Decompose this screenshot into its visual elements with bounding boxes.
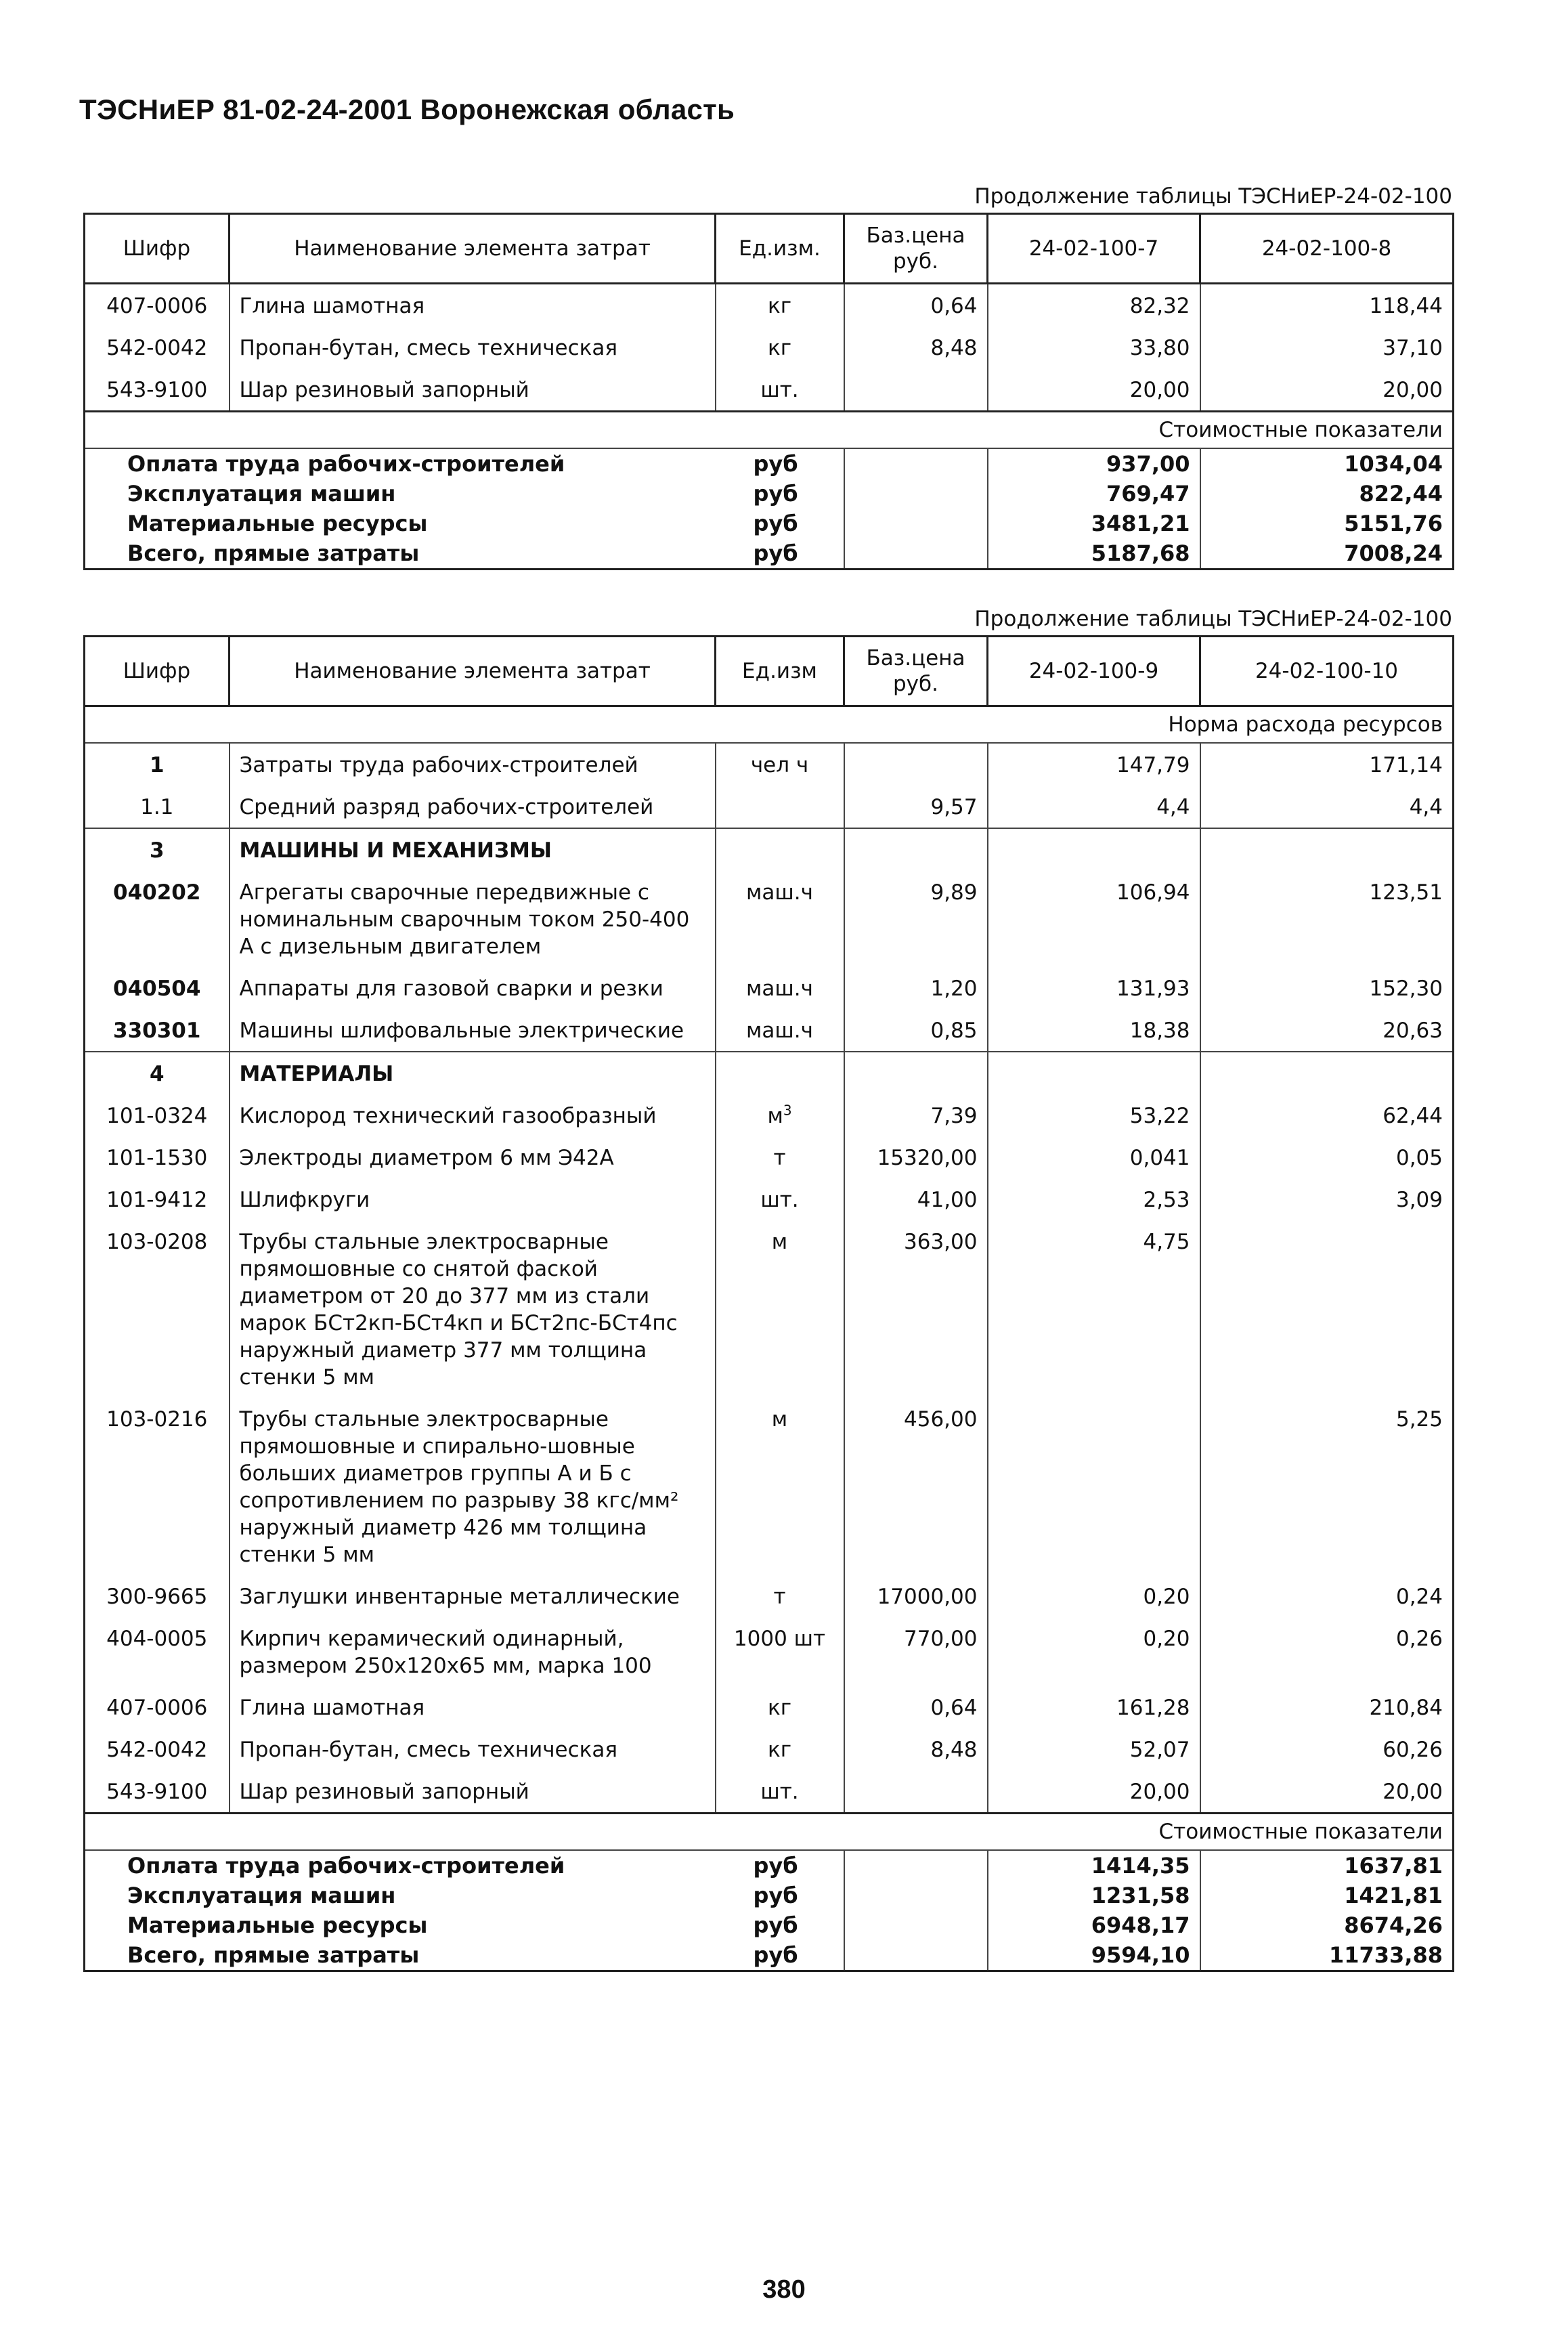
row-value-b: 62,44 [1382,1104,1443,1128]
row-unit-exponent: 3 [783,1102,792,1119]
row-price: 770,00 [844,1617,988,1686]
table-row [85,871,1454,967]
row-name: Затраты труда рабочих-строителей [230,743,716,786]
row-code: 101-0324 [85,1094,230,1136]
table-row [85,1094,1454,1136]
row-name: Машины шлифовальные электрические [230,1009,716,1052]
row-price: 8,48 [844,326,988,368]
row-value-b: 171,14 [1369,753,1443,777]
summary-value-b: 5151,76 [1344,511,1443,536]
row-value-a: 147,79 [988,743,1200,786]
summary-row [85,1881,1454,1910]
row-name: Трубы стальные электросварные прямошовные со снятой фаской диаметром от 20 до 377 мм из стали марок БСт2кп-БСт4кп и БСт2пс-БСт4пс наружный диаметр 377 мм толщина стенки 5 мм [230,1220,716,1398]
row-unit: кг [716,284,844,327]
row-value-a: 4,4 [988,786,1200,828]
row-value-a: 0,20 [988,1617,1200,1686]
row-unit: кг [716,1686,844,1728]
row-value-b: 0,05 [1395,1146,1443,1170]
row-unit: маш.ч [716,967,844,1009]
row-value-b: 37,10 [1382,336,1443,360]
row-value-a: 106,94 [988,871,1200,967]
table1-band: Стоимостные показатели [85,412,1454,449]
row-price: 1,20 [844,967,988,1009]
table-row [85,1686,1454,1728]
row-unit [716,828,844,871]
row-value-a: 33,80 [988,326,1200,368]
row-unit: м [716,1398,844,1575]
header-price: Баз.цена руб. [844,637,988,706]
row-name: Шар резиновый запорный [230,368,716,412]
row-unit: т [716,1136,844,1178]
row-value-a: 20,00 [988,368,1200,412]
row-value-b: 3,09 [1395,1188,1443,1212]
table-row [85,284,1454,327]
summary-unit: руб [716,538,844,570]
row-value-b: 20,00 [1382,1780,1443,1804]
row-code: 101-1530 [85,1136,230,1178]
row-value-a: 0,041 [988,1136,1200,1178]
row-value-a: 52,07 [988,1728,1200,1770]
summary-price-empty [844,1881,988,1910]
document-title: ТЭСНиЕР 81-02-24-2001 Воронежская область [79,93,735,125]
row-code: 300-9665 [85,1575,230,1617]
row-name: Шлифкруги [230,1178,716,1220]
row-value-b: 0,26 [1395,1627,1443,1651]
summary-row [85,538,1454,570]
row-value-a [988,828,1200,871]
row-value-b: 20,63 [1382,1019,1443,1043]
summary-price-empty [844,509,988,538]
row-name: Агрегаты сварочные передвижные с номинальным сварочным током 250-400 А с дизельным двигателем [230,871,716,967]
summary-price-empty [844,479,988,509]
row-code: 542-0042 [85,1728,230,1770]
summary-name: Материальные ресурсы [127,511,428,536]
header-col-b: 24-02-100-8 [1200,214,1454,284]
row-value-a: 53,22 [988,1094,1200,1136]
row-value-a: 4,75 [988,1220,1200,1398]
row-unit: маш.ч [716,871,844,967]
row-code: 543-9100 [85,368,230,412]
row-unit: шт. [716,1770,844,1814]
header-name: Наименование элемента затрат [230,637,716,706]
summary-name: Оплата труда рабочих-строителей [127,1853,565,1879]
table2-norm-band [85,706,1454,744]
row-unit: чел ч [716,743,844,786]
row-code: 543-9100 [85,1770,230,1814]
summary-value-a: 5187,68 [988,538,1200,570]
table-row [85,1398,1454,1575]
row-price: 0,85 [844,1009,988,1052]
table-row [85,1617,1454,1686]
table2-band: Стоимостные показатели [85,1814,1454,1851]
row-code: 404-0005 [85,1617,230,1686]
summary-name: Всего, прямые затраты [85,1940,716,1971]
summary-unit: руб [716,1850,844,1881]
row-unit: 1000 шт [716,1617,844,1686]
row-value-a: 2,53 [988,1178,1200,1220]
summary-value-b: 8674,26 [1344,1912,1443,1938]
header-code: Шифр [85,637,230,706]
row-name: Заглушки инвентарные металлические [230,1575,716,1617]
row-price: 456,00 [844,1398,988,1575]
table2-summary-rows [85,1850,1454,1971]
row-price [844,368,988,412]
row-name: Шар резиновый запорный [230,1770,716,1814]
row-value-b: 123,51 [1369,880,1443,905]
summary-value-b: 11733,88 [1200,1940,1454,1971]
row-value-b: 210,84 [1369,1696,1443,1720]
summary-value-a: 937,00 [988,448,1200,479]
row-code: 4 [85,1052,230,1094]
row-price [844,743,988,786]
row-name: Пропан-бутан, смесь техническая [230,326,716,368]
row-price: 15320,00 [844,1136,988,1178]
table2-summary [85,1814,1454,1851]
summary-row [85,479,1454,509]
table2-body [85,743,1454,1814]
row-price: 8,48 [844,1728,988,1770]
row-price: 363,00 [844,1220,988,1398]
row-value-a [988,1398,1200,1575]
row-code: 101-9412 [85,1178,230,1220]
table2 [83,635,1454,1972]
summary-name: Материальные ресурсы [127,1912,428,1938]
row-value-b: 5,25 [1395,1407,1443,1432]
summary-row [85,509,1454,538]
row-code: 103-0208 [85,1220,230,1398]
header-col-a: 24-02-100-7 [988,214,1200,284]
summary-value-a: 1414,35 [988,1850,1200,1881]
header-unit: Ед.изм [716,637,844,706]
summary-row [85,448,1454,479]
row-code: 407-0006 [85,284,230,327]
row-name: Электроды диаметром 6 мм Э42А [230,1136,716,1178]
table-row [85,368,1454,412]
row-value-b [1200,1052,1454,1094]
section-row [85,1052,1454,1094]
row-value-b: 0,24 [1395,1585,1443,1609]
row-code: 407-0006 [85,1686,230,1728]
row-name: Средний разряд рабочих-строителей [230,786,716,828]
row-name: МАШИНЫ И МЕХАНИЗМЫ [230,828,716,871]
row-value-b [1200,1220,1454,1398]
row-code: 040202 [85,871,230,967]
row-price: 0,64 [844,284,988,327]
summary-name: Оплата труда рабочих-строителей [127,451,565,477]
summary-unit: руб [716,448,844,479]
row-code: 542-0042 [85,326,230,368]
table-row [85,1220,1454,1398]
summary-value-b: 822,44 [1359,481,1443,507]
summary-value-b: 1637,81 [1344,1853,1443,1879]
row-unit: кг [716,1728,844,1770]
row-name: МАТЕРИАЛЫ [230,1052,716,1094]
summary-unit: руб [716,509,844,538]
row-price: 9,89 [844,871,988,967]
row-unit [716,1052,844,1094]
row-price: 17000,00 [844,1575,988,1617]
header-col-b: 24-02-100-10 [1200,637,1454,706]
table1-summary-rows [85,448,1454,570]
row-unit: м [716,1220,844,1398]
row-unit [716,1094,844,1136]
row-price: 9,57 [844,786,988,828]
summary-price-empty [844,448,988,479]
header-code: Шифр [85,214,230,284]
summary-unit: руб [716,1940,844,1971]
row-code: 1 [85,743,230,786]
row-value-b: 60,26 [1382,1738,1443,1762]
header-price: Баз.цена руб. [844,214,988,284]
row-price [844,1052,988,1094]
table-row [85,786,1454,828]
section-row [85,828,1454,871]
row-value-b [1200,828,1454,871]
table-row [85,326,1454,368]
row-value-b: 118,44 [1369,294,1443,318]
table-row [85,1728,1454,1770]
table2-band-top: Норма расхода ресурсов [85,706,1454,744]
summary-value-b: 1034,04 [1344,451,1443,477]
summary-name: Всего, прямые затраты [85,538,716,570]
summary-value-b: 1421,81 [1344,1883,1443,1908]
summary-unit: руб [716,479,844,509]
row-code: 040504 [85,967,230,1009]
row-value-a: 0,20 [988,1575,1200,1617]
row-price: 41,00 [844,1178,988,1220]
summary-row [85,1850,1454,1881]
table1-body [85,284,1454,412]
table-row [85,1770,1454,1814]
row-unit: т [716,1575,844,1617]
row-unit [716,786,844,828]
header-unit: Ед.изм. [716,214,844,284]
summary-row [85,1940,1454,1971]
summary-row [85,1910,1454,1940]
row-unit-text: м [767,1104,783,1128]
row-name: Глина шамотная [230,284,716,327]
row-price [844,1770,988,1814]
row-value-b: 152,30 [1369,977,1443,1001]
row-name: Пропан-бутан, смесь техническая [230,1728,716,1770]
row-unit: шт. [716,1178,844,1220]
summary-price-empty [844,1850,988,1881]
header-col-a: 24-02-100-9 [988,637,1200,706]
row-value-b: 4,4 [1409,795,1443,819]
summary-unit: руб [716,1881,844,1910]
summary-price-empty [844,1940,988,1971]
row-price: 0,64 [844,1686,988,1728]
summary-value-b: 7008,24 [1200,538,1454,570]
row-value-a: 131,93 [988,967,1200,1009]
page-number: 380 [762,2275,806,2304]
table2-caption: Продолжение таблицы ТЭСНиЕР-24-02-100 [974,607,1452,631]
row-unit: маш.ч [716,1009,844,1052]
table1-caption: Продолжение таблицы ТЭСНиЕР-24-02-100 [974,184,1452,209]
row-name: Кислород технический газообразный [230,1094,716,1136]
summary-name: Эксплуатация машин [127,1883,396,1908]
row-price: 7,39 [844,1094,988,1136]
summary-value-a: 1231,58 [988,1881,1200,1910]
table-row [85,743,1454,786]
row-price [844,828,988,871]
summary-value-a: 769,47 [988,479,1200,509]
row-code: 1.1 [85,786,230,828]
row-value-b: 20,00 [1382,378,1443,402]
summary-value-a: 6948,17 [988,1910,1200,1940]
row-name: Аппараты для газовой сварки и резки [230,967,716,1009]
row-name: Глина шамотная [230,1686,716,1728]
table-row [85,1009,1454,1052]
row-value-a: 20,00 [988,1770,1200,1814]
row-name: Кирпич керамический одинарный, размером 250х120х65 мм, марка 100 [230,1617,716,1686]
header-name: Наименование элемента затрат [230,214,716,284]
row-code: 103-0216 [85,1398,230,1575]
row-unit: шт. [716,368,844,412]
summary-unit: руб [716,1910,844,1940]
table1 [83,213,1454,570]
summary-price-empty [844,1910,988,1940]
table-row [85,1575,1454,1617]
row-value-a [988,1052,1200,1094]
summary-name: Эксплуатация машин [127,481,396,507]
summary-value-a: 9594,10 [988,1940,1200,1971]
row-unit: кг [716,326,844,368]
summary-price-empty [844,538,988,570]
row-value-a: 82,32 [988,284,1200,327]
row-value-a: 161,28 [988,1686,1200,1728]
table-row [85,967,1454,1009]
table1-header [85,214,1454,284]
table-row [85,1178,1454,1220]
row-name: Трубы стальные электросварные прямошовные и спирально-шовные больших диаметров группы А и Б с сопротивлением по разрыву 38 кгс/мм² наружный диаметр 426 мм толщина стенки 5 мм [230,1398,716,1575]
row-code: 330301 [85,1009,230,1052]
row-value-a: 18,38 [988,1009,1200,1052]
table-row [85,1136,1454,1178]
table1-summary [85,412,1454,449]
summary-value-a: 3481,21 [988,509,1200,538]
row-code: 3 [85,828,230,871]
table2-header [85,637,1454,706]
